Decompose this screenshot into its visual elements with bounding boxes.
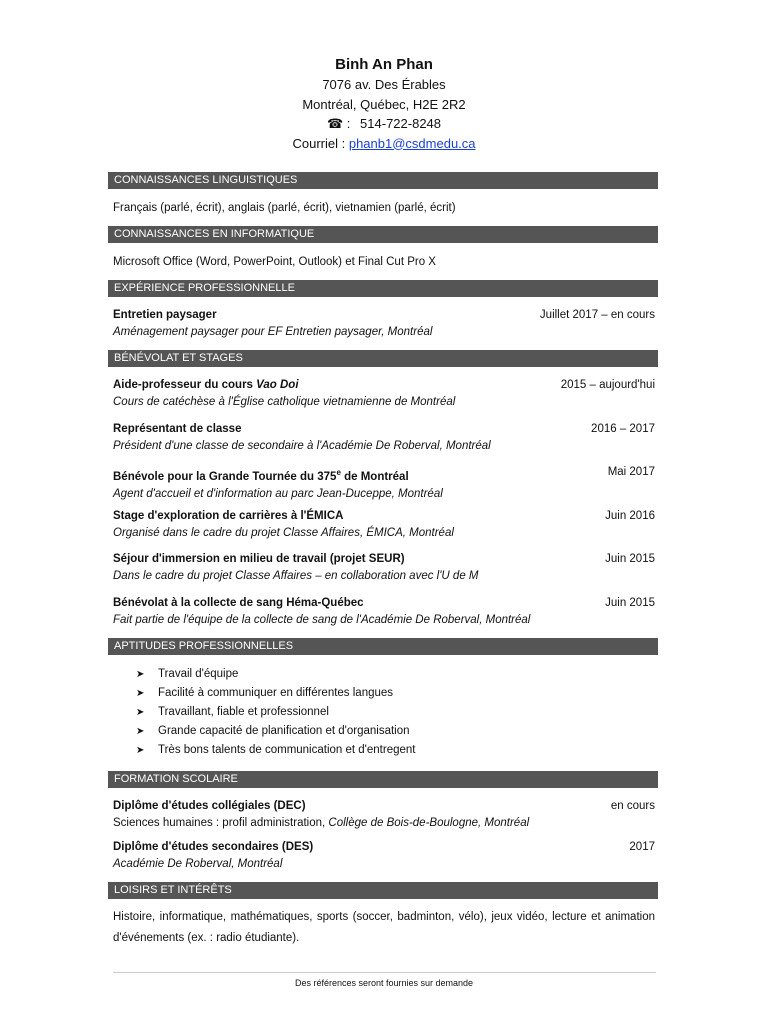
section-languages-header: CONNAISSANCES LINGUISTIQUES — [108, 172, 658, 189]
entry-title: Stage d'exploration de carrières à l'ÉMICA — [113, 510, 344, 522]
entry-description: Fait partie de l'équipe de la collecte de sang de l'Académie De Roberval, Montréal — [113, 614, 531, 626]
section-computing-header: CONNAISSANCES EN INFORMATIQUE — [108, 226, 658, 243]
entry-title: Entretien paysager — [113, 309, 217, 321]
education-entry — [113, 798, 655, 832]
languages-text: Français (parlé, écrit), anglais (parlé, écrit), vietnamien (parlé, écrit) — [113, 202, 456, 214]
entry-description-school: Académie De Roberval, Montréal — [113, 858, 283, 870]
section-experience-header: EXPÉRIENCE PROFESSIONNELLE — [108, 280, 658, 297]
entry-date: 2017 — [629, 841, 655, 853]
volunteer-entry — [113, 551, 655, 585]
phone-number: 514-722-8248 — [360, 116, 442, 131]
entry-description: Dans le cadre du projet Classe Affaires – en collaboration avec l'U de M — [113, 570, 479, 582]
phone-line — [0, 114, 768, 134]
arrow-bullet-icon: ➤ — [136, 669, 145, 680]
entry-description — [113, 815, 655, 832]
computing-text: Microsoft Office (Word, PowerPoint, Outlook) et Final Cut Pro X — [113, 256, 436, 268]
skill-text: Très bons talents de communication et d'entregent — [158, 744, 416, 756]
arrow-bullet-icon: ➤ — [136, 707, 145, 718]
entry-title-text: Bénévole pour la Grande Tournée du 375 — [113, 470, 337, 483]
skill-text: Travail d'équipe — [158, 668, 239, 680]
email-label: Courriel : — [292, 135, 346, 151]
entry-description-school: Collège de Bois-de-Boulogne, Montréal — [328, 817, 530, 829]
skill-text: Facilité à communiquer en différentes langues — [158, 687, 394, 699]
phone-separator: : — [346, 116, 351, 131]
volunteer-entry — [113, 508, 655, 542]
footer-divider — [113, 972, 656, 973]
entry-date: 2015 – aujourd'hui — [560, 379, 655, 391]
list-item — [136, 741, 636, 760]
entry-date: en cours — [610, 800, 655, 812]
entry-title — [113, 464, 409, 486]
hobbies-text: Histoire, informatique, mathématiques, sports (soccer, badminton, vélo), jeux vidéo, lecture et animation d'événements (ex. : radio étudiante). — [113, 911, 655, 944]
experience-entry — [113, 307, 655, 341]
entry-date: 2016 – 2017 — [591, 423, 655, 435]
entry-title: Représentant de classe — [113, 423, 242, 435]
entry-title: Séjour d'immersion en milieu de travail (projet SEUR) — [113, 553, 405, 565]
list-item — [136, 722, 636, 741]
candidate-name: Binh An Phan — [335, 56, 433, 73]
phone-icon: ☎ — [326, 116, 344, 131]
city-line: Montréal, Québec, H2E 2R2 — [302, 96, 466, 112]
entry-date: Mai 2017 — [607, 466, 655, 478]
entry-title-superscript: e — [336, 468, 341, 477]
entry-title-text-end: de Montréal — [340, 470, 409, 483]
entry-date: Juillet 2017 – en cours — [539, 309, 655, 321]
entry-title-course: Vao Doi — [256, 379, 299, 391]
list-item — [136, 665, 636, 684]
entry-date: Juin 2015 — [605, 553, 655, 565]
entry-description: Organisé dans le cadre du projet Classe Affaires, ÉMICA, Montréal — [113, 527, 454, 539]
section-hobbies-header: LOISIRS ET INTÉRÊTS — [108, 882, 658, 899]
volunteer-entry — [113, 421, 655, 455]
entry-title: Diplôme d'études secondaires (DES) — [113, 841, 314, 853]
entry-title: Diplôme d'études collégiales (DEC) — [113, 800, 306, 812]
entry-date: Juin 2016 — [605, 510, 655, 522]
entry-title: Bénévolat à la collecte de sang Héma-Québec — [113, 597, 364, 609]
skill-text: Travaillant, fiable et professionnel — [158, 706, 329, 718]
volunteer-entry — [113, 377, 655, 411]
email-line — [0, 134, 768, 154]
section-education-header: FORMATION SCOLAIRE — [108, 771, 658, 788]
entry-title — [113, 377, 299, 394]
list-item — [136, 684, 636, 703]
volunteer-entry — [113, 595, 655, 629]
volunteer-entry — [113, 464, 655, 503]
entry-date: Juin 2015 — [605, 597, 655, 609]
entry-description — [113, 856, 655, 873]
section-volunteer-header: BÉNÉVOLAT ET STAGES — [108, 350, 658, 367]
footer-note: Des références seront fournies sur demande — [294, 978, 474, 988]
skills-list — [136, 665, 636, 760]
address-line: 7076 av. Des Érables — [322, 77, 446, 92]
entry-description: Agent d'accueil et d'information au parc Jean-Duceppe, Montréal — [113, 487, 443, 500]
arrow-bullet-icon: ➤ — [136, 726, 145, 737]
email-link[interactable]: phanb1@csdmedu.ca — [348, 135, 476, 151]
section-skills-header: APTITUDES PROFESSIONNELLES — [108, 638, 658, 655]
entry-title-text: Aide-professeur du cours — [113, 379, 257, 391]
list-item — [136, 703, 636, 722]
contact-header — [0, 55, 768, 153]
education-entry — [113, 839, 655, 873]
entry-description: Cours de catéchèse à l'Église catholique vietnamienne de Montréal — [113, 396, 456, 408]
entry-description: Aménagement paysager pour EF Entretien paysager, Montréal — [113, 326, 433, 338]
arrow-bullet-icon: ➤ — [136, 745, 145, 756]
arrow-bullet-icon: ➤ — [136, 688, 145, 699]
entry-description-plain: Sciences humaines : profil administration, — [113, 817, 329, 829]
entry-description: Président d'une classe de secondaire à l'Académie De Roberval, Montréal — [113, 440, 491, 452]
skill-text: Grande capacité de planification et d'organisation — [158, 725, 410, 737]
